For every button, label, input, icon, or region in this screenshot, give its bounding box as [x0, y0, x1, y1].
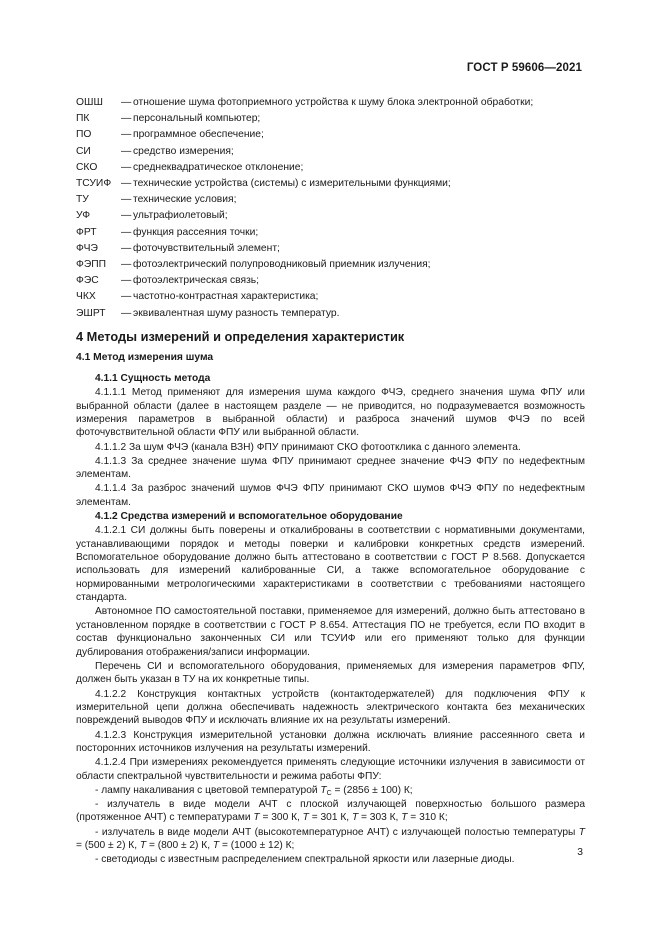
clause-heading-4-1-1: 4.1.1 Сущность метода — [95, 373, 211, 384]
abbreviation-term: ТУ — [76, 194, 89, 206]
list-item-extended-blackbody — [76, 798, 585, 825]
abbreviation-definition: функция рассеяния точки; — [133, 226, 259, 238]
abbreviation-term: СИ — [76, 145, 91, 157]
abbreviation-item — [76, 176, 596, 192]
abbreviation-term: ТСУИФ — [76, 178, 112, 190]
abbreviation-item — [76, 241, 596, 257]
abbreviation-term: ФЧЭ — [76, 242, 98, 254]
abbreviation-item — [76, 160, 596, 176]
list-item-text: - лампу накаливания с цветовой температурой — [95, 784, 321, 796]
abbreviation-term: ФЭПП — [76, 259, 107, 271]
temperature-value: = 301 К, — [308, 812, 352, 824]
paragraph-4-1-2-4: 4.1.2.4 При измерениях рекомендуется применять следующие источники излучения в зависимости от области спектральной чувствительности и режима работы ФПУ: — [76, 757, 585, 782]
subsection-heading: 4.1 Метод измерения шума — [76, 352, 214, 363]
abbreviation-term: ПК — [76, 113, 90, 125]
temperature-symbol: T — [320, 784, 327, 796]
abbreviation-dash: — — [121, 210, 132, 222]
abbreviation-item — [76, 273, 596, 289]
abbreviation-list — [76, 95, 596, 322]
paragraph-4-1-1-3: 4.1.1.3 За среднее значение шума ФПУ принимают среднее значение ФЧЭ ФПУ по недефектным элементам. — [76, 455, 585, 481]
paragraph-4-1-1-4: 4.1.1.4 За разброс значений шумов ФЧЭ ФПУ принимают СКО шумов ФЧЭ ФПУ по недефектным элементам. — [76, 483, 585, 508]
abbreviation-dash: — — [121, 307, 132, 319]
abbreviation-definition: средство измерения; — [133, 145, 234, 157]
abbreviation-term: ПО — [76, 129, 92, 141]
abbreviation-definition: среднеквадратическое отклонение; — [133, 161, 304, 173]
abbreviation-definition: частотно-контрастная характеристика; — [133, 291, 319, 303]
abbreviation-item — [76, 257, 596, 273]
temperature-value: = (500 ± 2) К, — [76, 839, 140, 851]
clause-heading-4-1-2: 4.1.2 Средства измерений и вспомогательное оборудование — [95, 511, 403, 523]
abbreviation-item — [76, 192, 596, 208]
list-item-lamp — [76, 784, 585, 797]
abbreviation-dash: — — [121, 178, 132, 190]
temperature-symbol: T — [212, 839, 220, 851]
temperature-value: = 310 К; — [407, 812, 448, 824]
temperature-value: = (1000 ± 12) К; — [219, 839, 295, 851]
abbreviation-item — [76, 289, 596, 305]
abbreviation-dash: — — [121, 259, 132, 271]
abbreviation-dash: — — [121, 129, 132, 141]
abbreviation-item — [76, 208, 596, 224]
temperature-value: = (800 ± 2) К, — [146, 839, 213, 851]
paragraph-4-1-1-1: 4.1.1.1 Метод применяют для измерения шума каждого ФЧЭ, среднего значения шума ФПУ или выбранной области (далее в настоящем разделе — не приводится, но подразумевается возможность измерения параметров в выбранной области) и разброса значений шумов ФЧЭ по всей фоточувствительной области ФПУ или выбранной области. — [76, 387, 585, 439]
temperature-value: = 300 К, — [259, 812, 303, 824]
paragraph-4-1-2-1: 4.1.2.1 СИ должны быть поверены и откалиброваны в соответствии с нормативными документами, устанавливающими порядок и методы поверки и калибровки конкретных средств измерений. Вспомогательное оборудование должно быть аттестовано в соответствии с ГОСТ Р 8.568. Допускается использовать для измерений калиброванные СИ, а также вспомогательное оборудование с нормированными метрологическими характеристиками в соответствии с требованиями настоящего стандарта. — [76, 525, 585, 604]
document-body — [76, 372, 585, 867]
abbreviation-term: ФРТ — [76, 226, 97, 238]
temperature-symbol: T — [139, 839, 147, 851]
abbreviation-item — [76, 127, 596, 143]
list-item-leds: - светодиоды с известным распределением спектральной яркости или лазерные диоды. — [95, 854, 515, 866]
abbreviation-term: ЧКХ — [76, 291, 96, 303]
abbreviation-dash: — — [121, 97, 132, 108]
abbreviation-definition: технические устройства (системы) с измерительными функциями; — [133, 178, 451, 190]
abbreviation-item — [76, 225, 596, 241]
temperature-symbol: T — [578, 826, 585, 838]
abbreviation-item — [76, 95, 596, 111]
document-header: ГОСТ Р 59606—2021 — [466, 62, 582, 74]
page-number: 3 — [577, 847, 583, 858]
abbreviation-definition: фотоэлектрическая связь; — [133, 275, 260, 287]
abbreviation-dash: — — [121, 275, 132, 287]
abbreviation-item — [76, 144, 596, 160]
list-item-text: = (2856 ± 100) К; — [331, 784, 413, 796]
temperature-symbol: T — [401, 812, 408, 824]
abbreviation-definition: технические условия; — [133, 194, 237, 206]
abbreviation-term: СКО — [76, 161, 98, 173]
abbreviation-dash: — — [121, 161, 132, 173]
abbreviation-dash: — — [121, 194, 132, 206]
abbreviation-dash: — — [121, 145, 132, 157]
list-item-text: - излучатель в виде модели АЧТ (высокотемпературное АЧТ) с излучающей полостью температуры — [95, 826, 579, 838]
abbreviation-term: ФЭС — [76, 275, 99, 287]
abbreviation-term: ЭШРТ — [76, 307, 106, 319]
paragraph-autonomous-software: Автономное ПО самостоятельной поставки, применяемое для измерений, должно быть аттестовано в установленном порядке в соответствии с ГОСТ Р 8.654. Аттестация ПО не требуется, если ПО входит в состав функционально законченных СИ или ТСУИФ или его применяют только для функции дублирования отображения/записи информации. — [76, 606, 585, 658]
section-heading: 4 Методы измерений и определения характеристик — [76, 329, 405, 344]
temperature-subscript: C — [326, 789, 332, 797]
abbreviation-dash: — — [121, 242, 132, 254]
abbreviation-term: ОШШ — [76, 97, 103, 108]
paragraph-equipment-list: Перечень СИ и вспомогательного оборудования, применяемых для измерения параметров ФПУ, должен быть указан в ТУ на их конкретные типы. — [76, 660, 585, 686]
list-item-high-temp-blackbody — [76, 826, 585, 853]
paragraph-4-1-2-3: 4.1.2.3 Конструкция измерительной установки должна исключать влияние рассеянного света и посторонних источников излучения на результаты измерений. — [76, 729, 585, 754]
abbreviation-definition: отношение шума фотоприемного устройства к шуму блока электронной обработки; — [133, 97, 534, 108]
abbreviation-item — [76, 306, 596, 322]
abbreviation-item — [76, 111, 596, 127]
list-item-text: - излучатель в виде модели АЧТ с плоской излучающей поверхностью большого размера (протяженное АЧТ) с температурами — [76, 798, 585, 824]
abbreviation-term: УФ — [76, 210, 91, 222]
abbreviation-definition: персональный компьютер; — [133, 113, 261, 125]
abbreviation-definition: фотоэлектрический полупроводниковый приемник излучения; — [133, 259, 431, 271]
paragraph-4-1-2-2: 4.1.2.2 Конструкция контактных устройств (контактодержателей) для подключения ФПУ к измерительной цепи должна обеспечивать надежность электрического контакта без механических повреждений выводов ФПУ и исключать влияние их на результаты измерений. — [76, 688, 585, 727]
temperature-value: = 303 К, — [358, 812, 402, 824]
abbreviation-dash: — — [121, 226, 132, 238]
temperature-symbol: T — [253, 812, 260, 824]
paragraph-4-1-1-2: 4.1.1.2 За шум ФЧЭ (канала ВЗН) ФПУ принимают СКО фотоотклика с данного элемента. — [95, 441, 521, 453]
temperature-symbol: T — [351, 812, 359, 824]
abbreviation-definition: ультрафиолетовый; — [133, 210, 228, 222]
abbreviation-dash: — — [121, 291, 132, 303]
abbreviation-dash: — — [121, 113, 132, 125]
temperature-symbol: T — [302, 812, 309, 824]
abbreviation-definition: фоточувствительный элемент; — [133, 242, 280, 254]
abbreviation-definition: эквивалентная шуму разность температур. — [133, 307, 340, 319]
abbreviation-definition: программное обеспечение; — [133, 129, 264, 141]
